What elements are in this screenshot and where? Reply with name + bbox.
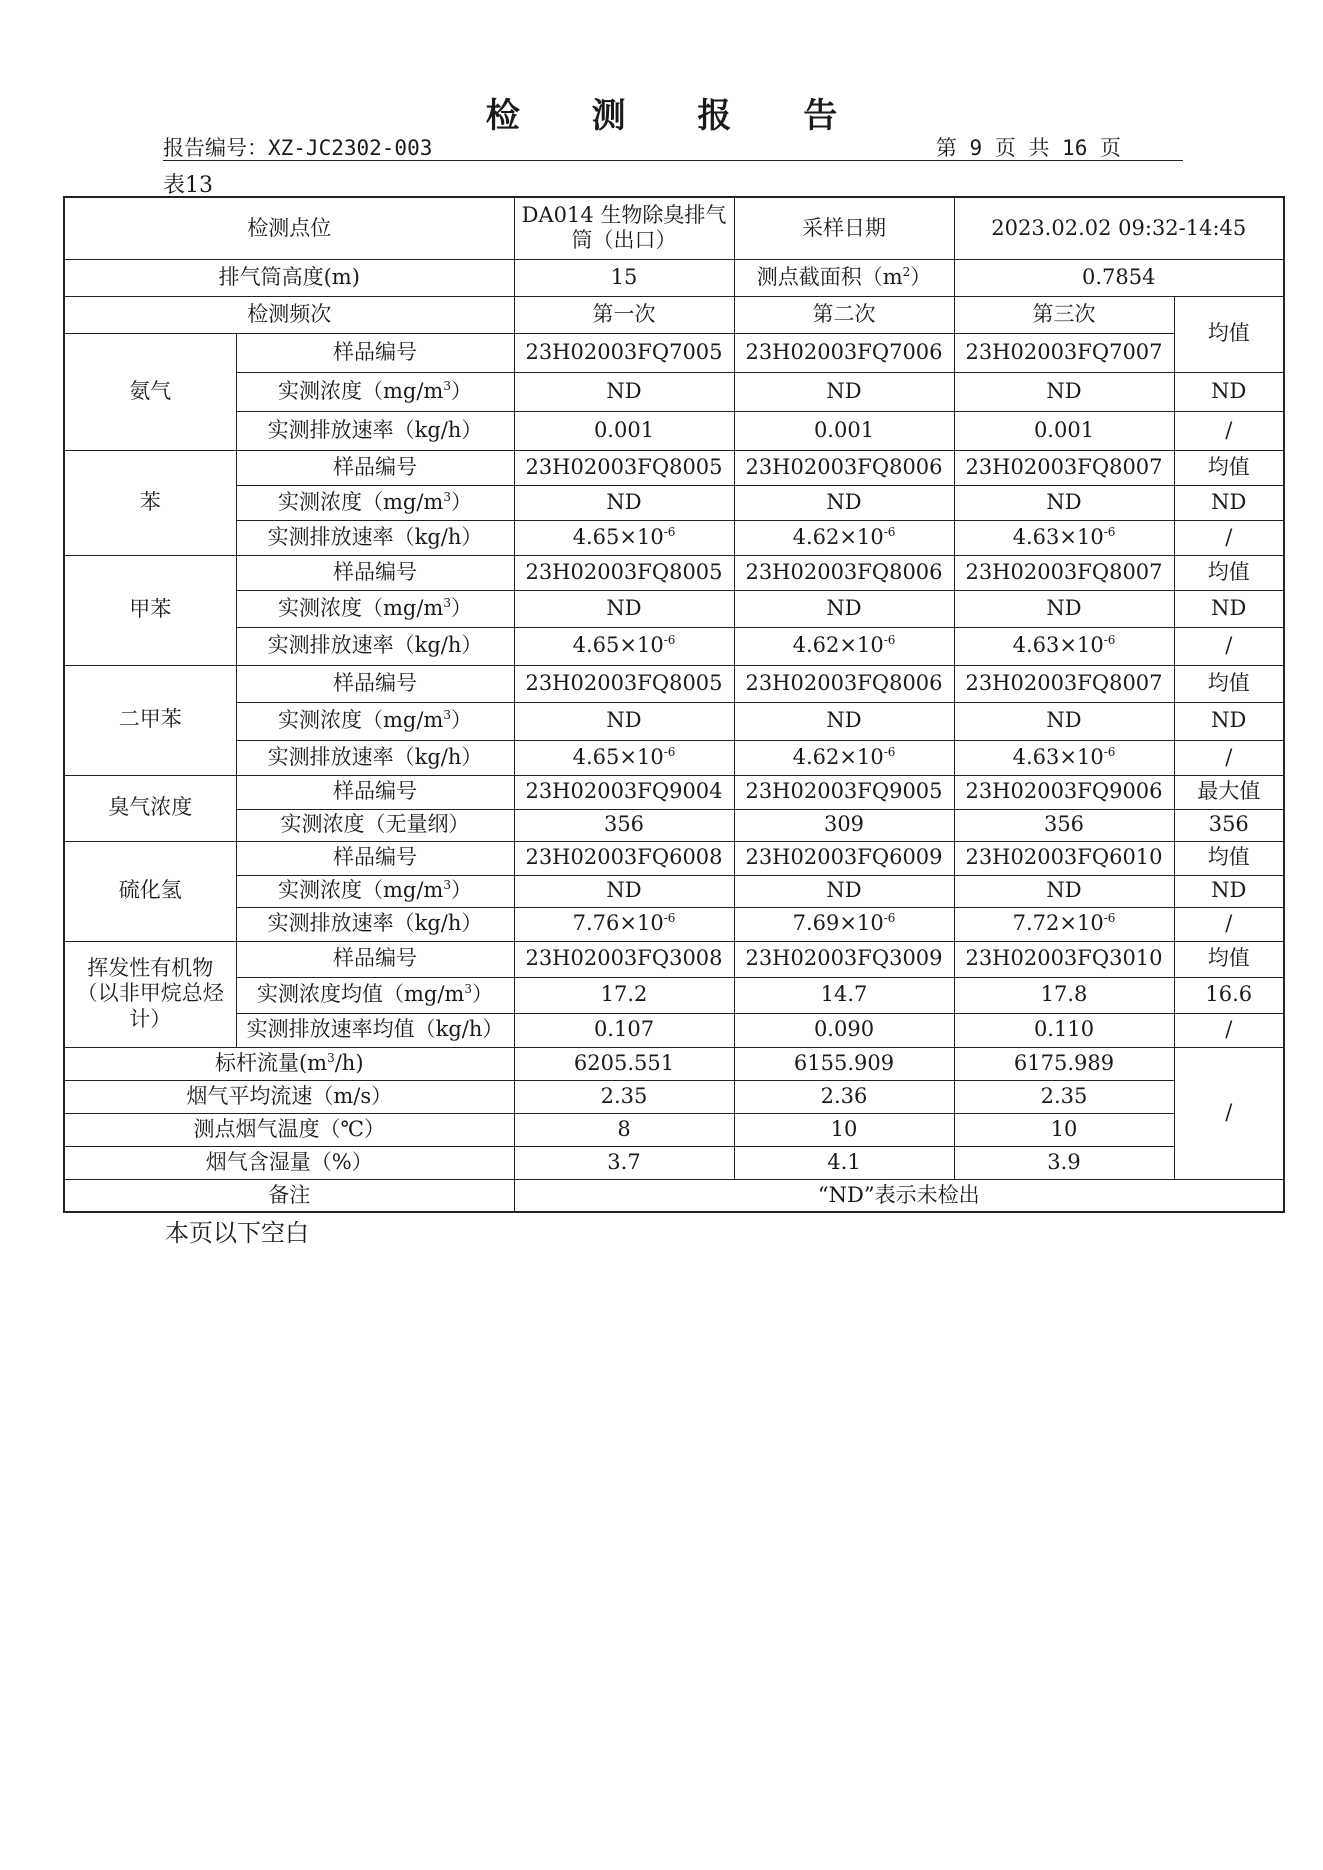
cell: 23H02003FQ9005 [734, 775, 954, 809]
cell: 23H02003FQ9006 [954, 775, 1174, 809]
cell: 3.7 [514, 1146, 734, 1179]
cell: 17.8 [954, 977, 1174, 1013]
cell: 356 [954, 809, 1174, 841]
row-label: 样品编号 [236, 775, 514, 809]
table-row [64, 1047, 1284, 1080]
row-label: 实测排放速率（kg/h） [236, 520, 514, 555]
cell: 23H02003FQ3008 [514, 941, 734, 977]
blank-note: 本页以下空白 [165, 1219, 309, 1247]
table-row [64, 259, 1284, 296]
cell: ND [1174, 485, 1284, 520]
cell: 23H02003FQ7005 [514, 333, 734, 372]
table-row [64, 627, 1284, 665]
cell: 356 [514, 809, 734, 841]
cell: 23H02003FQ8006 [734, 665, 954, 702]
row-label: 实测浓度$(mg/m^3)$ [236, 372, 514, 411]
cell: 均值 [1174, 555, 1284, 590]
table-row [64, 977, 1284, 1013]
cell: 23H02003FQ7006 [734, 333, 954, 372]
cell: 4.1 [734, 1146, 954, 1179]
date-label: 采样日期 [734, 197, 954, 259]
cell: ND [954, 372, 1174, 411]
row-label: 样品编号 [236, 555, 514, 590]
cell: ND [954, 485, 1174, 520]
row-label: 实测排放速率（kg/h） [236, 907, 514, 941]
cell: / [1174, 1013, 1284, 1047]
cell: $4.62\times 10^{-6}$ [734, 520, 954, 555]
point-value: DA014 生物除臭排气筒（出口） [514, 197, 734, 259]
table-row [64, 875, 1284, 907]
cell: $4.65\times 10^{-6}$ [514, 520, 734, 555]
freq-label: 检测频次 [64, 296, 514, 333]
pollutant-name: 挥发性有机物（以非甲烷总烃计） [64, 941, 236, 1047]
table-row [64, 411, 1284, 450]
table-row [64, 941, 1284, 977]
table-row [64, 372, 1284, 411]
row-label: 实测浓度$(mg/m^3)$ [236, 485, 514, 520]
table-label: 表13 [163, 173, 213, 198]
cell: / [1174, 907, 1284, 941]
table-row [64, 665, 1284, 702]
cell: $7.69\times 10^{-6}$ [734, 907, 954, 941]
cell: 23H02003FQ8006 [734, 555, 954, 590]
row-label: 实测排放速率（kg/h） [236, 411, 514, 450]
row-label: 样品编号 [236, 450, 514, 485]
row-label: 实测排放速率均值（kg/h） [236, 1013, 514, 1047]
row-label: 标杆流量$(m^3/h)$ [64, 1047, 514, 1080]
cell: 23H02003FQ3010 [954, 941, 1174, 977]
table-row [64, 450, 1284, 485]
row-label: 样品编号 [236, 941, 514, 977]
cell: 0.090 [734, 1013, 954, 1047]
table-row [64, 333, 1284, 372]
run1-label: 第一次 [514, 296, 734, 333]
cell: 16.6 [1174, 977, 1284, 1013]
cell: / [1174, 740, 1284, 775]
cell: 23H02003FQ8007 [954, 665, 1174, 702]
table-row [64, 485, 1284, 520]
remark-value: “ND”表示未检出 [514, 1179, 1284, 1212]
cell: 23H02003FQ8005 [514, 665, 734, 702]
cell: 均值 [1174, 941, 1284, 977]
report-number: 报告编号：XZ-JC2302-003 [163, 136, 433, 160]
cell: / [1174, 411, 1284, 450]
cell: 14.7 [734, 977, 954, 1013]
row-label: 测点烟气温度（℃） [64, 1113, 514, 1146]
cell: $4.63\times 10^{-6}$ [954, 740, 1174, 775]
table-row [64, 740, 1284, 775]
point-label: 检测点位 [64, 197, 514, 259]
cell: ND [514, 372, 734, 411]
pollutant-name: 氨气 [64, 333, 236, 450]
cell: 0.107 [514, 1013, 734, 1047]
cell: / [1174, 1047, 1284, 1179]
cell: 2.35 [514, 1080, 734, 1113]
pollutant-name: 硫化氢 [64, 841, 236, 941]
cell: 23H02003FQ8006 [734, 450, 954, 485]
cell: ND [514, 590, 734, 627]
row-label: 烟气含湿量（%） [64, 1146, 514, 1179]
row-label: 实测浓度$(mg/m^3)$ [236, 875, 514, 907]
area-value: 0.7854 [954, 259, 1284, 296]
cell: 23H02003FQ8007 [954, 555, 1174, 590]
cell: 23H02003FQ3009 [734, 941, 954, 977]
cell: ND [1174, 702, 1284, 740]
remark-label: 备注 [64, 1179, 514, 1212]
pollutant-name: 甲苯 [64, 555, 236, 665]
report-title: 检 测 报 告 [485, 96, 868, 136]
cell: 10 [734, 1113, 954, 1146]
results-table [63, 196, 1285, 1213]
row-label: 烟气平均流速（m/s） [64, 1080, 514, 1113]
pollutant-name: 臭气浓度 [64, 775, 236, 841]
cell: 6205.551 [514, 1047, 734, 1080]
mean-label: 均值 [1174, 296, 1284, 372]
date-value: 2023.02.02 09:32-14:45 [954, 197, 1284, 259]
cell: ND [734, 702, 954, 740]
cell: 17.2 [514, 977, 734, 1013]
row-label: 实测排放速率（kg/h） [236, 740, 514, 775]
cell: ND [734, 372, 954, 411]
page-info: 第 9 页 共 16 页 [935, 136, 1121, 160]
cell: $4.62\times 10^{-6}$ [734, 627, 954, 665]
cell: $4.62\times 10^{-6}$ [734, 740, 954, 775]
cell: 23H02003FQ7007 [954, 333, 1174, 372]
cell: 2.36 [734, 1080, 954, 1113]
table-row [64, 809, 1284, 841]
cell: 23H02003FQ8007 [954, 450, 1174, 485]
cell: 均值 [1174, 450, 1284, 485]
cell: 3.9 [954, 1146, 1174, 1179]
table-row [64, 590, 1284, 627]
table-row [64, 1146, 1284, 1179]
cell: 8 [514, 1113, 734, 1146]
cell: 最大值 [1174, 775, 1284, 809]
table-row [64, 702, 1284, 740]
cell: 6175.989 [954, 1047, 1174, 1080]
row-label: 实测排放速率（kg/h） [236, 627, 514, 665]
height-label: 排气筒高度(m) [64, 259, 514, 296]
row-label: 实测浓度$(mg/m^3)$ [236, 590, 514, 627]
cell: ND [734, 875, 954, 907]
cell: / [1174, 627, 1284, 665]
row-label: 实测浓度$(mg/m^3)$ [236, 702, 514, 740]
table-row [64, 1013, 1284, 1047]
table-row [64, 520, 1284, 555]
cell: 23H02003FQ6009 [734, 841, 954, 875]
report-header [163, 130, 1183, 161]
cell: ND [514, 485, 734, 520]
cell: ND [734, 485, 954, 520]
run3-label: 第三次 [954, 296, 1174, 333]
height-value: 15 [514, 259, 734, 296]
cell: 309 [734, 809, 954, 841]
row-label: 样品编号 [236, 841, 514, 875]
cell: 0.001 [954, 411, 1174, 450]
cell: 23H02003FQ6010 [954, 841, 1174, 875]
cell: 0.110 [954, 1013, 1174, 1047]
table-row [64, 1179, 1284, 1212]
table-row [64, 555, 1284, 590]
cell: 均值 [1174, 841, 1284, 875]
cell: 10 [954, 1113, 1174, 1146]
table-row [64, 197, 1284, 259]
pollutant-name: 二甲苯 [64, 665, 236, 775]
cell: ND [1174, 875, 1284, 907]
cell: 2.35 [954, 1080, 1174, 1113]
cell: $4.63\times 10^{-6}$ [954, 520, 1174, 555]
run2-label: 第二次 [734, 296, 954, 333]
table-row [64, 907, 1284, 941]
cell: $4.65\times 10^{-6}$ [514, 627, 734, 665]
cell: 0.001 [514, 411, 734, 450]
cell: $4.65\times 10^{-6}$ [514, 740, 734, 775]
cell: ND [954, 590, 1174, 627]
area-label: 测点截面积$(m^2)$ [734, 259, 954, 296]
table-row [64, 775, 1284, 809]
cell: 356 [1174, 809, 1284, 841]
cell: 23H02003FQ8005 [514, 450, 734, 485]
cell: ND [514, 875, 734, 907]
cell: $7.72\times 10^{-6}$ [954, 907, 1174, 941]
table-row [64, 1080, 1284, 1113]
row-label: 样品编号 [236, 665, 514, 702]
cell: ND [514, 702, 734, 740]
cell: ND [1174, 590, 1284, 627]
table-row [64, 1113, 1284, 1146]
cell: ND [1174, 372, 1284, 411]
cell: 0.001 [734, 411, 954, 450]
cell: ND [954, 875, 1174, 907]
table-row [64, 841, 1284, 875]
cell: ND [734, 590, 954, 627]
cell: 23H02003FQ6008 [514, 841, 734, 875]
pollutant-name: 苯 [64, 450, 236, 555]
cell: 23H02003FQ8005 [514, 555, 734, 590]
table-row [64, 296, 1284, 333]
cell: $7.76\times 10^{-6}$ [514, 907, 734, 941]
row-label: 实测浓度（无量纲） [236, 809, 514, 841]
cell: 6155.909 [734, 1047, 954, 1080]
cell: $4.63\times 10^{-6}$ [954, 627, 1174, 665]
cell: ND [954, 702, 1174, 740]
cell: / [1174, 520, 1284, 555]
cell: 23H02003FQ9004 [514, 775, 734, 809]
row-label: 实测浓度均值$(mg/m^3)$ [236, 977, 514, 1013]
row-label: 样品编号 [236, 333, 514, 372]
cell: 均值 [1174, 665, 1284, 702]
